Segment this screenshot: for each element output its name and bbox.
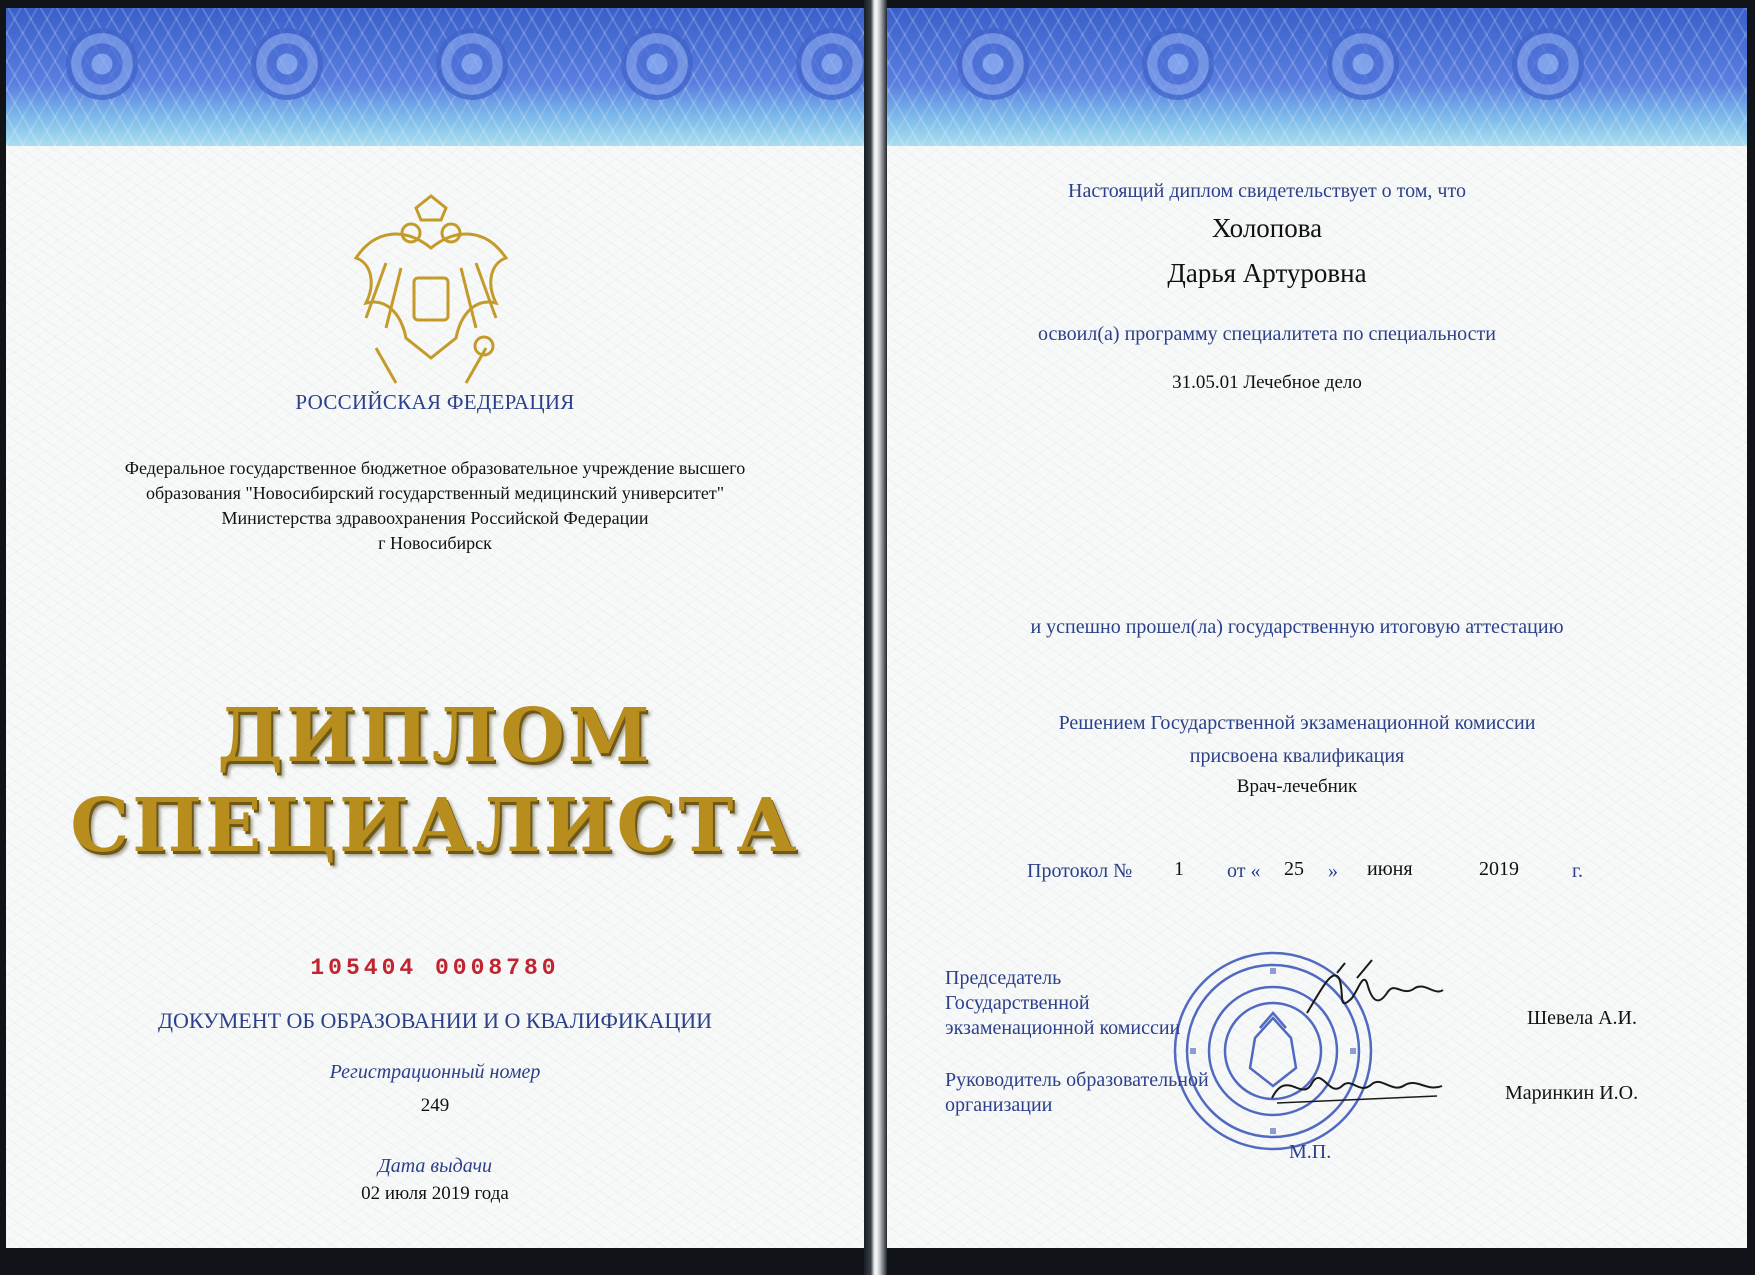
institution-line: Министерства здравоохранения Российской Федерации bbox=[221, 508, 649, 528]
rosette-ornament bbox=[436, 28, 508, 100]
head-title bbox=[945, 1068, 1209, 1118]
diploma-cover-page bbox=[6, 8, 864, 1248]
chairman-signature bbox=[1297, 958, 1447, 1028]
rosette-ornament bbox=[621, 28, 693, 100]
rosette-ornament bbox=[1142, 28, 1214, 100]
institution-line: г Новосибирск bbox=[378, 533, 492, 553]
institution-line: образования "Новосибирский государственный медицинский университет" bbox=[145, 483, 725, 503]
rosette-ornament bbox=[957, 28, 1029, 100]
attestation-text: и успешно прошел(ла) государственную итоговую аттестацию bbox=[1030, 616, 1564, 638]
issue-date-label: Дата выдачи bbox=[377, 1155, 493, 1177]
protocol-day: 25 bbox=[1284, 858, 1304, 880]
chairman-title bbox=[945, 966, 1180, 1041]
protocol-number: 1 bbox=[1174, 858, 1184, 880]
protocol-year: 2019 bbox=[1479, 858, 1519, 880]
institution-name bbox=[6, 456, 864, 556]
seal-label: М.П. bbox=[1289, 1141, 1332, 1163]
document-type: ДОКУМЕНТ ОБ ОБРАЗОВАНИИ И О КВАЛИФИКАЦИИ bbox=[157, 1008, 712, 1033]
head-signature bbox=[1267, 1058, 1447, 1113]
qualification: Врач-лечебник bbox=[1236, 776, 1358, 797]
protocol-month: июня bbox=[1367, 858, 1413, 880]
decision-line1: Решением Государственной экзаменационной комиссии bbox=[1058, 712, 1536, 734]
intro-text: Настоящий диплом свидетельствует о том, что bbox=[1068, 180, 1466, 202]
protocol-label: Протокол № bbox=[1027, 860, 1133, 882]
book-spine bbox=[864, 0, 887, 1275]
specialty: 31.05.01 Лечебное дело bbox=[1172, 372, 1362, 393]
head-title-line: Руководитель образовательной bbox=[945, 1069, 1209, 1091]
chairman-title-line: Председатель bbox=[945, 967, 1062, 989]
graduate-given-names: Дарья Артуровна bbox=[1167, 258, 1367, 288]
protocol-year-suffix: г. bbox=[1572, 860, 1583, 882]
country-name: РОССИЙСКАЯ ФЕДЕРАЦИЯ bbox=[295, 390, 575, 414]
protocol-close-quote: » bbox=[1328, 860, 1338, 882]
issue-date: 02 июля 2019 года bbox=[361, 1183, 509, 1204]
chairman-name: Шевела А.И. bbox=[1527, 1007, 1637, 1029]
diploma-title-line2: СПЕЦИАЛИСТА bbox=[70, 783, 800, 869]
rosette-ornament bbox=[66, 28, 138, 100]
graduate-surname: Холопова bbox=[1211, 213, 1323, 243]
security-band bbox=[6, 8, 864, 146]
head-name: Маринкин И.О. bbox=[1505, 1082, 1639, 1104]
rosette-ornament bbox=[251, 28, 323, 100]
chairman-title-line: экзаменационной комиссии bbox=[945, 1017, 1181, 1039]
chairman-title-line: Государственной bbox=[945, 992, 1090, 1014]
rosette-ornament bbox=[1327, 28, 1399, 100]
serial-number: 105404 0008780 bbox=[310, 955, 560, 981]
institution-line: Федеральное государственное бюджетное образовательное учреждение высшего bbox=[124, 458, 746, 478]
head-title-line: организации bbox=[945, 1094, 1053, 1116]
protocol-from-label: от « bbox=[1227, 860, 1261, 882]
rosette-ornament bbox=[796, 28, 864, 100]
diploma-content-page bbox=[887, 8, 1747, 1248]
diploma-title-line1: ДИПЛОМ bbox=[217, 693, 653, 779]
registration-number: 249 bbox=[420, 1095, 450, 1116]
decision-line2: присвоена квалификация bbox=[1189, 745, 1405, 767]
security-band bbox=[887, 8, 1747, 146]
rosette-ornament bbox=[1512, 28, 1584, 100]
program-text: освоил(а) программу специалитета по специальности bbox=[1038, 323, 1496, 345]
registration-label: Регистрационный номер bbox=[329, 1061, 541, 1083]
coat-of-arms-emblem bbox=[346, 188, 516, 388]
